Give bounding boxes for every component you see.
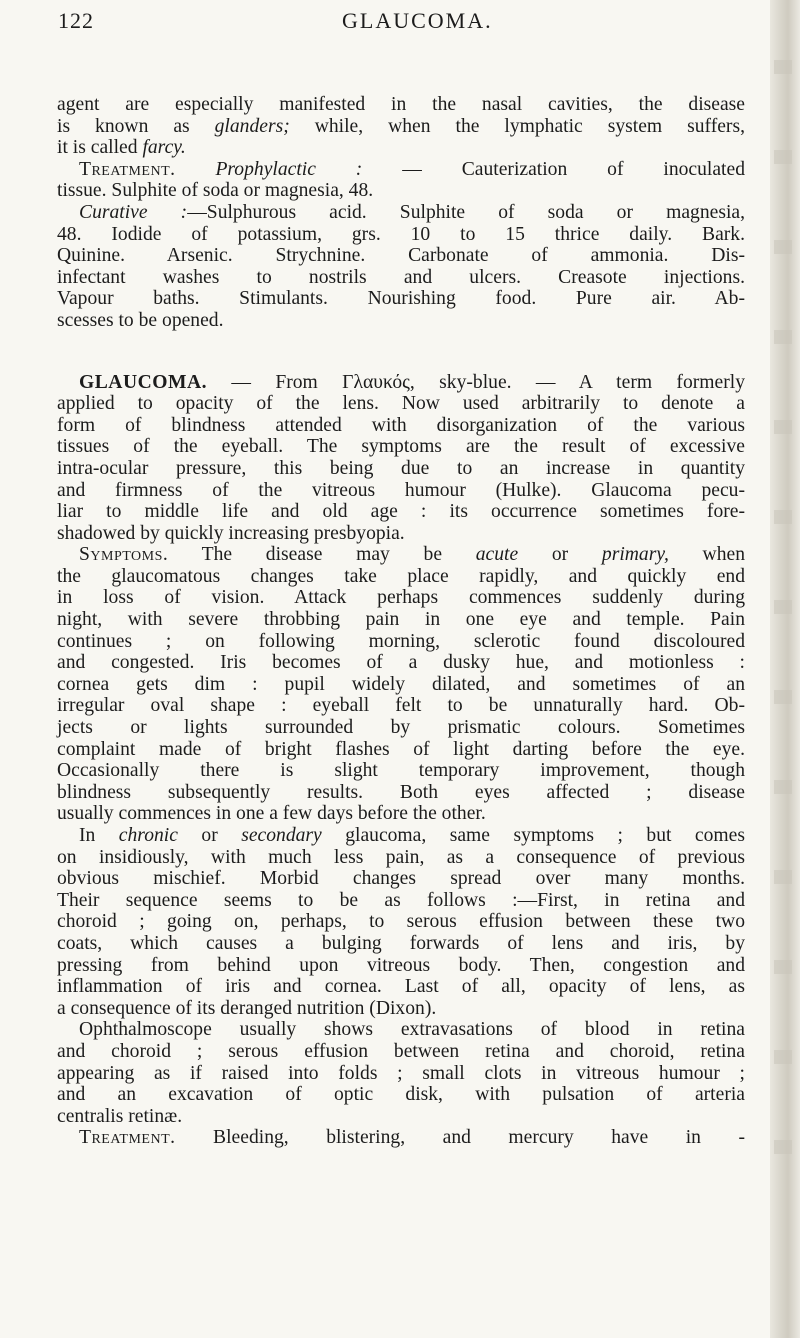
text-run: blindness subsequently results. Both eyes affected ; disease	[57, 781, 745, 803]
text-run	[176, 159, 216, 180]
text-line	[57, 803, 745, 825]
text-line	[57, 587, 745, 609]
text-run: coats, which causes a bulging forwards of lens and iris, by	[57, 932, 745, 954]
text-line	[57, 998, 745, 1020]
text-run: a consequence of its deranged nutrition (Dixon).	[57, 997, 437, 1019]
text-line	[57, 415, 745, 437]
text-line	[57, 1084, 745, 1106]
text-line	[57, 202, 745, 224]
text-line	[57, 458, 745, 480]
text-line	[57, 1041, 745, 1063]
text-line	[57, 267, 745, 289]
text-run: and choroid ; serous effusion between retina and choroid, retina	[57, 1040, 745, 1062]
text-line	[57, 1106, 745, 1128]
text-line	[57, 609, 745, 631]
text-line	[57, 955, 745, 977]
text-run: secondary	[241, 825, 322, 846]
text-run: — From Γλαυκός, sky-blue. — A term formerly	[207, 371, 745, 393]
text-run: pressing from behind upon vitreous body. Then, congestion and	[57, 954, 745, 976]
text-line	[57, 782, 745, 804]
text-line	[57, 911, 745, 933]
text-run: acute	[475, 544, 519, 566]
text-line	[57, 1019, 745, 1041]
text-line	[57, 393, 745, 415]
text-run: usually commences in one a few days before the other.	[57, 803, 486, 825]
text-line	[57, 976, 745, 998]
text-line	[57, 180, 745, 202]
text-run: applied to opacity of the lens. Now used arbitrarily to denote a	[57, 393, 745, 415]
text-run: complaint made of bright flashes of light darting before the eye.	[57, 738, 745, 760]
text-line	[57, 760, 745, 782]
text-line	[57, 544, 745, 566]
text-run: intra-ocular pressure, this being due to an increase in quantity	[57, 457, 745, 479]
text-line	[57, 310, 745, 332]
text-line	[57, 116, 745, 138]
text-run: obvious mischief. Morbid changes spread over many months.	[57, 868, 745, 890]
text-run: or	[518, 544, 602, 566]
text-run: Prophylactic :	[215, 158, 363, 180]
page-number: 122	[58, 8, 94, 33]
text-run: jects or lights surrounded by prismatic colours. Sometimes	[57, 717, 745, 739]
adjacent-page-edge	[770, 0, 800, 1338]
text-run: when	[668, 544, 746, 566]
text-run: infectant washes to nostrils and ulcers. Creasote injections.	[57, 266, 745, 288]
text-run: continues ; on following morning, sclerotic found discoloured	[57, 630, 745, 652]
text-run: liar to middle life and old age : its occurrence sometimes fore-	[57, 501, 745, 523]
text-line	[57, 159, 745, 181]
running-header	[0, 2, 770, 42]
text-run: glaucoma, same symptoms ; but comes	[321, 825, 745, 846]
text-line	[57, 933, 745, 955]
text-line	[57, 245, 745, 267]
text-run: chronic	[118, 825, 178, 846]
text-run: centralis retinæ.	[57, 1105, 183, 1127]
text-run: appearing as if raised into folds ; small clots in vitreous humour ;	[57, 1062, 745, 1084]
text-line	[57, 652, 745, 674]
text-line	[57, 739, 745, 761]
text-run: in loss of vision. Attack perhaps commences suddenly during	[57, 587, 745, 609]
text-run: Vapour baths. Stimulants. Nourishing food. Pure air. Ab-	[57, 288, 745, 310]
text-line	[57, 1127, 745, 1149]
text-line	[57, 436, 745, 458]
text-run: form of blindness attended with disorganization of the various	[57, 414, 745, 436]
body-text	[57, 94, 745, 1149]
section-label: Treatment.	[79, 158, 176, 180]
text-run: Occasionally there is slight temporary improvement, though	[57, 760, 745, 782]
text-line	[57, 695, 745, 717]
text-run: and an excavation of optic disk, with pulsation of arteria	[57, 1084, 745, 1106]
text-run: agent are especially manifested in the nasal cavities, the disease	[57, 94, 745, 115]
text-run: Bleeding, blistering, and mercury have in -	[175, 1127, 745, 1149]
text-run: —Sulphurous acid. Sulphite of soda or magnesia,	[187, 201, 745, 223]
text-run: Curative :	[79, 201, 188, 223]
text-line	[57, 224, 745, 246]
text-run: tissue. Sulphite of soda or magnesia, 48.	[57, 180, 374, 202]
text-line	[57, 566, 745, 588]
text-run: is known as	[57, 115, 215, 137]
text-run: Quinine. Arsenic. Strychnine. Carbonate of ammonia. Dis-	[57, 245, 745, 267]
text-run: or	[177, 825, 242, 846]
text-line	[57, 480, 745, 502]
text-line	[57, 847, 745, 869]
text-run: — Cauterization of inoculated	[362, 158, 745, 180]
text-run: choroid ; going on, perhaps, to serous effusion between these two	[57, 911, 745, 933]
text-line	[57, 372, 745, 394]
text-run: tissues of the eyeball. The symptoms are the result of excessive	[57, 436, 745, 458]
text-line	[57, 288, 745, 310]
text-run: In	[79, 825, 119, 846]
text-line	[57, 825, 745, 847]
text-line	[57, 523, 745, 545]
text-run: 48. Iodide of potassium, grs. 10 to 15 thrice daily. Bark.	[57, 223, 745, 245]
section-label: Symptoms.	[79, 544, 169, 566]
text-run: scesses to be opened.	[57, 309, 224, 331]
text-run: night, with severe throbbing pain in one eye and temple. Pain	[57, 609, 745, 631]
text-run: and firmness of the vitreous humour (Hulke). Glaucoma pecu-	[57, 479, 745, 501]
text-line	[57, 631, 745, 653]
text-run: and congested. Iris becomes of a dusky hue, and motionless :	[57, 652, 745, 674]
paragraph-gap	[57, 332, 745, 372]
text-line	[57, 890, 745, 912]
text-run: The disease may be	[168, 544, 476, 566]
text-line	[57, 717, 745, 739]
text-line	[57, 94, 745, 116]
text-run: inflammation of iris and cornea. Last of all, opacity of lens, as	[57, 976, 745, 998]
text-run: the glaucomatous changes take place rapidly, and quickly end	[57, 565, 745, 587]
text-line	[57, 868, 745, 890]
text-run: primary,	[601, 544, 669, 566]
entry-heading: GLAUCOMA.	[79, 371, 208, 393]
text-run: while, when the lymphatic system suffers,	[289, 115, 745, 137]
text-line	[57, 137, 745, 159]
running-title: GLAUCOMA.	[342, 8, 493, 33]
text-run: Their sequence seems to be as follows :—First, in retina and	[57, 889, 745, 911]
section-label: Treatment.	[79, 1127, 176, 1149]
text-run: cornea gets dim : pupil widely dilated, and sometimes of an	[57, 673, 745, 695]
text-run: on insidiously, with much less pain, as a consequence of previous	[57, 846, 745, 868]
text-run: glanders;	[214, 115, 290, 137]
text-run: Ophthalmoscope usually shows extravasations of blood in retina	[79, 1019, 745, 1041]
text-line	[57, 674, 745, 696]
text-run: farcy.	[142, 137, 186, 159]
text-run: it is called	[57, 137, 143, 159]
text-line	[57, 501, 745, 523]
text-line	[57, 1063, 745, 1085]
text-run: irregular oval shape : eyeball felt to be unnaturally hard. Ob-	[57, 695, 745, 717]
text-run: shadowed by quickly increasing presbyopia.	[57, 522, 405, 544]
